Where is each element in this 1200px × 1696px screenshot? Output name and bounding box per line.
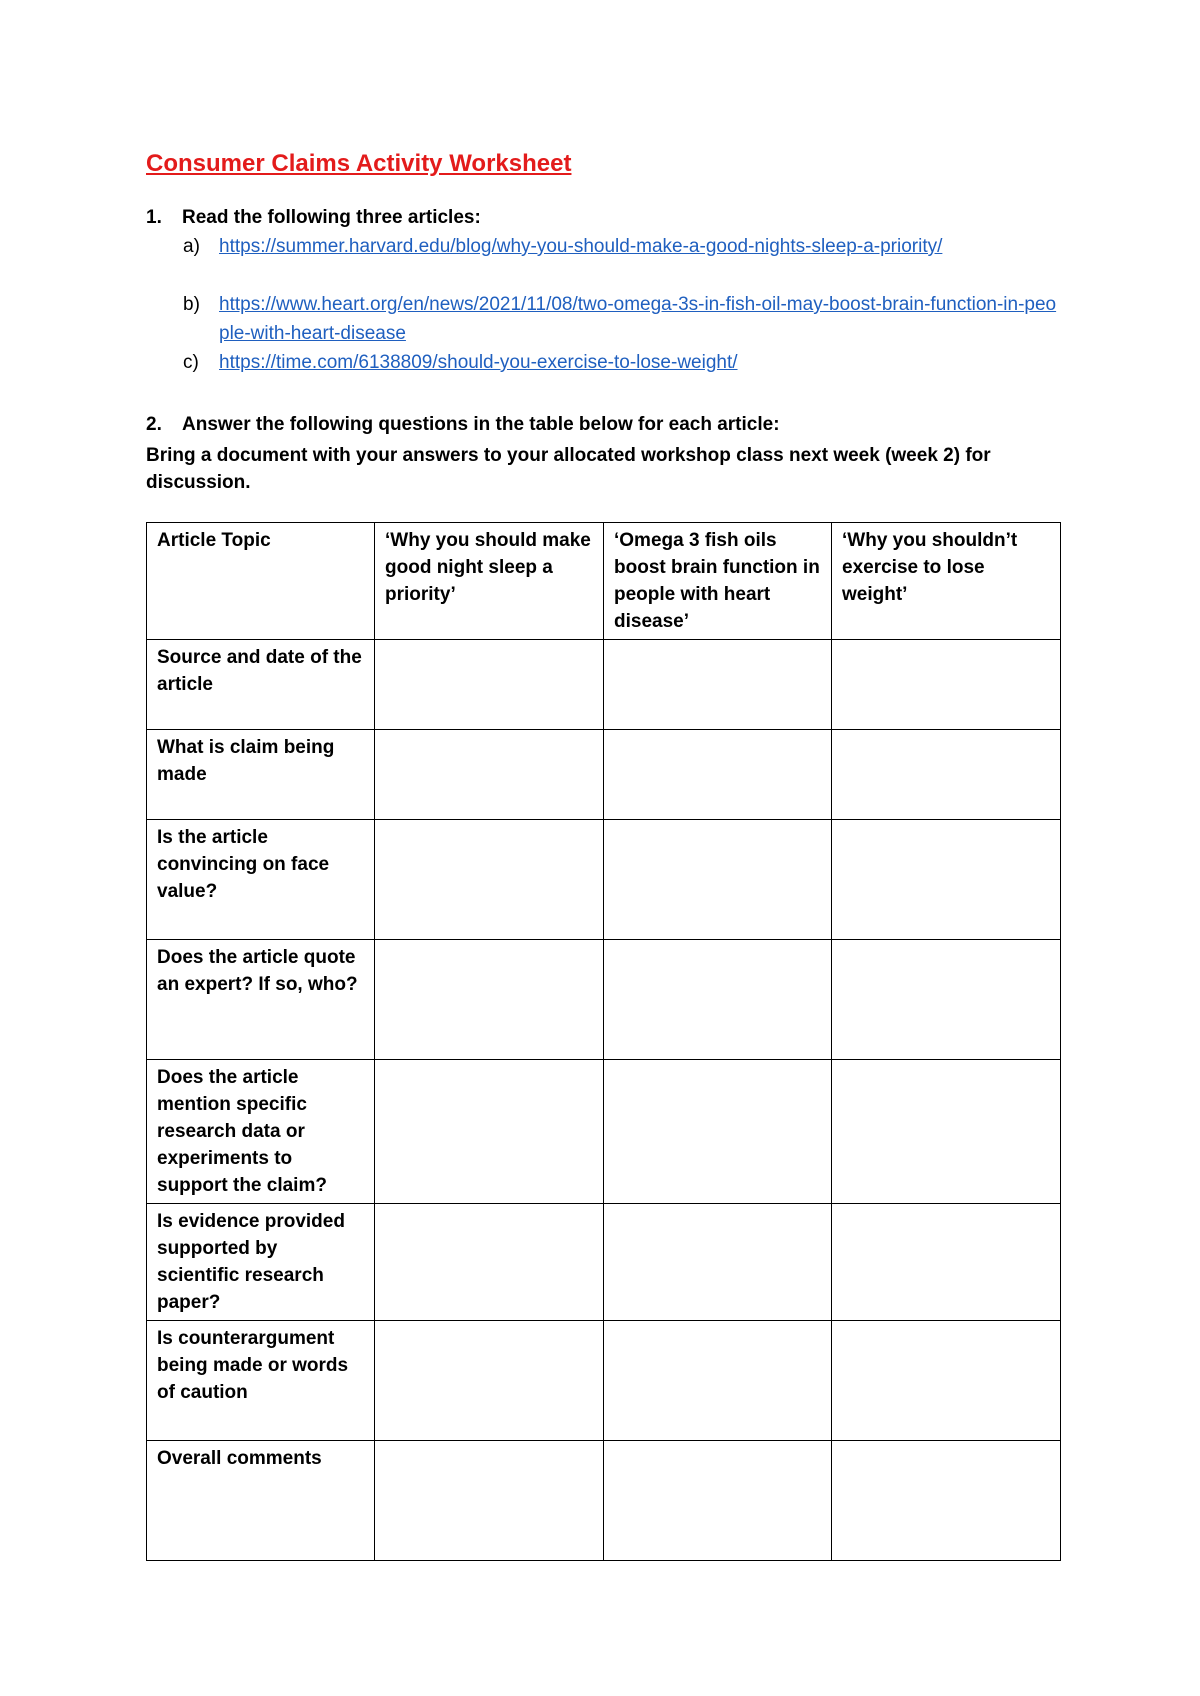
table-row <box>147 1204 1061 1321</box>
step-1-text: Read the following three articles: <box>182 207 481 228</box>
article-link-c-letter: c) <box>183 352 199 373</box>
row-label: Is the article convincing on face value? <box>147 820 375 940</box>
row-label: What is claim being made <box>147 730 375 820</box>
step-1 <box>146 207 481 229</box>
row-label: Does the article mention specific research data or experiments to support the claim? <box>147 1060 375 1204</box>
answer-cell[interactable] <box>832 640 1061 730</box>
step-2-number: 2. <box>146 414 162 435</box>
header-article-1: ‘Why you should make good night sleep a priority’ <box>375 523 604 640</box>
answer-cell[interactable] <box>604 1441 832 1561</box>
table-header-row <box>147 523 1061 640</box>
answer-cell[interactable] <box>832 1441 1061 1561</box>
answer-cell[interactable] <box>832 1204 1061 1321</box>
article-link-c <box>183 348 1063 377</box>
step-2 <box>146 414 780 436</box>
step-1-number: 1. <box>146 207 162 228</box>
row-label: Is counterargument being made or words of caution <box>147 1321 375 1441</box>
header-article-2: ‘Omega 3 fish oils boost brain function in people with heart disease’ <box>604 523 832 640</box>
article-link-b-letter: b) <box>183 294 200 315</box>
answer-cell[interactable] <box>375 1204 604 1321</box>
table-row <box>147 640 1061 730</box>
answer-cell[interactable] <box>604 1321 832 1441</box>
article-link-a-letter: a) <box>183 236 200 257</box>
table-row <box>147 820 1061 940</box>
table-row <box>147 1060 1061 1204</box>
answer-cell[interactable] <box>375 730 604 820</box>
answer-cell[interactable] <box>604 820 832 940</box>
answer-cell[interactable] <box>604 640 832 730</box>
answer-cell[interactable] <box>604 940 832 1060</box>
row-label: Source and date of the article <box>147 640 375 730</box>
answer-cell[interactable] <box>604 1204 832 1321</box>
answer-cell[interactable] <box>832 730 1061 820</box>
answer-cell[interactable] <box>375 1060 604 1204</box>
table-row <box>147 1321 1061 1441</box>
answer-cell[interactable] <box>832 820 1061 940</box>
answer-cell[interactable] <box>604 1060 832 1204</box>
answer-cell[interactable] <box>832 1060 1061 1204</box>
article-link-c-url[interactable]: https://time.com/6138809/should-you-exercise-to-lose-weight/ <box>219 352 738 373</box>
answer-cell[interactable] <box>832 1321 1061 1441</box>
page-title: Consumer Claims Activity Worksheet <box>146 150 572 177</box>
row-label: Overall comments <box>147 1441 375 1561</box>
article-link-a-url[interactable]: https://summer.harvard.edu/blog/why-you-should-make-a-good-nights-sleep-a-priority/ <box>219 236 943 257</box>
table-row <box>147 940 1061 1060</box>
answer-cell[interactable] <box>375 820 604 940</box>
header-article-topic: Article Topic <box>147 523 375 640</box>
answer-cell[interactable] <box>375 1321 604 1441</box>
article-link-b-url[interactable]: https://www.heart.org/en/news/2021/11/08/two-omega-3s-in-fish-oil-may-boost-brain-function-in-people-with-heart-disease <box>219 294 1057 344</box>
header-article-3: ‘Why you shouldn’t exercise to lose weight’ <box>832 523 1061 640</box>
step-2-instruction: Bring a document with your answers to your allocated workshop class next week (week 2) for discussion. <box>146 445 991 493</box>
article-link-a <box>183 232 1063 261</box>
answer-cell[interactable] <box>375 940 604 1060</box>
step-2-text: Answer the following questions in the table below for each article: <box>182 414 780 435</box>
answers-table <box>146 522 1061 1561</box>
table-row <box>147 730 1061 820</box>
row-label: Is evidence provided supported by scientific research paper? <box>147 1204 375 1321</box>
row-label: Does the article quote an expert? If so, who? <box>147 940 375 1060</box>
answer-cell[interactable] <box>832 940 1061 1060</box>
answer-cell[interactable] <box>604 730 832 820</box>
article-link-b <box>183 290 1063 348</box>
answer-cell[interactable] <box>375 1441 604 1561</box>
answer-cell[interactable] <box>375 640 604 730</box>
table-row <box>147 1441 1061 1561</box>
